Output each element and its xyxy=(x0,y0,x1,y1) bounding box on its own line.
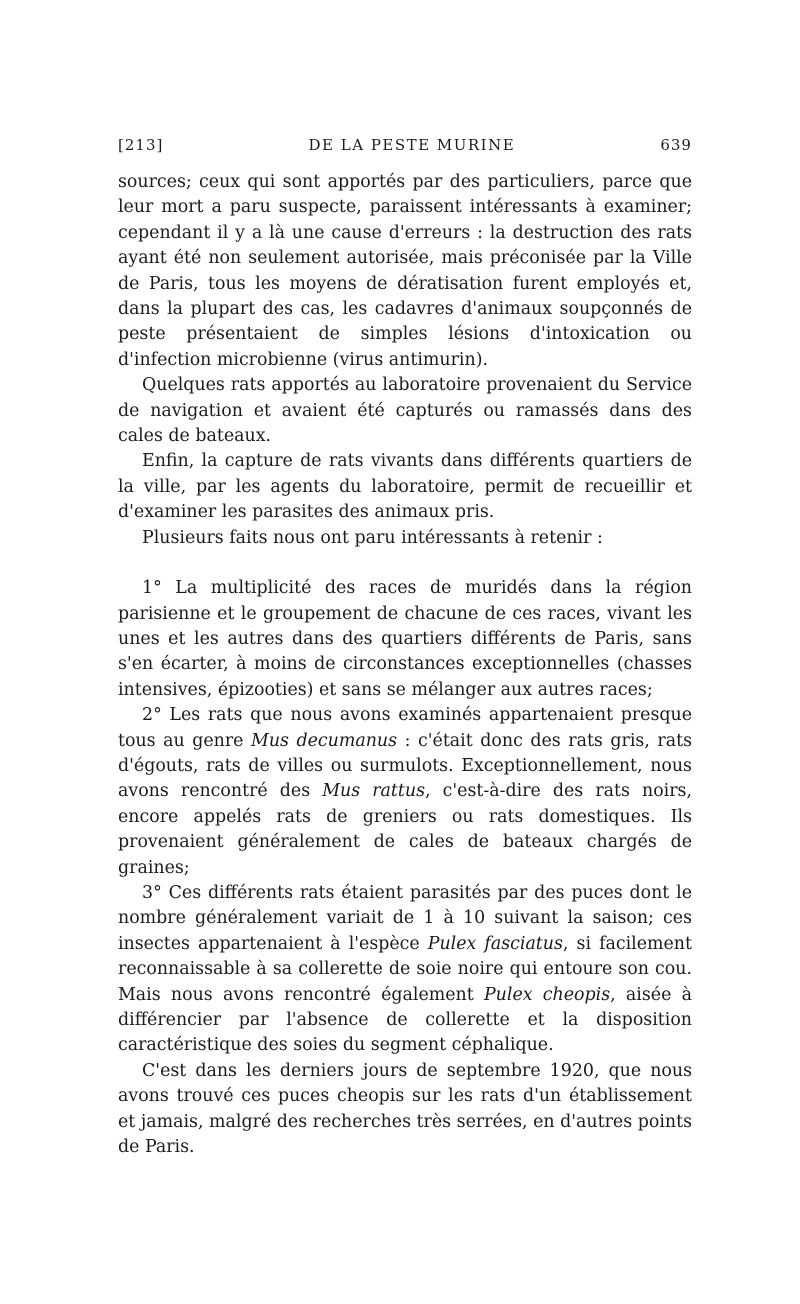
text-run: 1° La multiplicité des races de muridés dans la région parisienne et le groupement de chacune de ces races, vivant les unes et les autres dans des quartiers différents de Paris, sans s'en écarter, à moins de circonstances exceptionnelles (chasses intensives, épizooties) et sans se mélanger aux autres races; xyxy=(118,578,692,700)
paragraph xyxy=(118,170,692,373)
text-run: C'est dans les derniers jours de septembre 1920, que nous avons trouvé ces puces cheopis sur les rats d'un établissement et jamais, malgré des recherches très serrées, en d'autres points de Paris. xyxy=(118,1060,692,1158)
paragraph xyxy=(118,449,692,525)
text-run: , aisée à différencier par l'absence de collerette et la disposition caractéristique des soies du segment céphalique. xyxy=(118,984,692,1056)
text-run: , c'est-à-dire des rats noirs, encore appelés rats de greniers ou rats domestiques. Ils provenaient généralement de cales de bateaux chargés de graines; xyxy=(118,781,692,878)
text-run: Quelques rats apportés au laboratoire provenaient du Service de navigation et avaient été capturés ou ramassés dans des cales de bateaux. xyxy=(118,375,692,447)
text-run: sources; ceux qui sont apportés par des particuliers, parce que leur mort a paru suspecte, paraissent intéressants à examiner; cependant il y a là une cause d'erreurs : la destruction des rats ayant été non seulement autorisée, mais préconisée par la Ville de Paris, tous les moyens de dératisation furent employés et, dans la plupart des cas, les cadavres d'animaux soupçonnés de peste présentaient de simples lésions d'intoxication ou d'infection microbienne (virus antimurin). xyxy=(118,172,692,370)
list-item xyxy=(118,881,692,1059)
paragraph xyxy=(118,526,692,551)
text-run: : c'était donc des rats gris, rats d'égouts, rats de villes ou surmulots. Exceptionnellement, nous avons rencontré des xyxy=(118,730,692,802)
body-text xyxy=(118,170,692,1160)
paragraph xyxy=(118,373,692,449)
species-name: Mus rattus xyxy=(322,781,426,802)
species-name: Pulex cheopis xyxy=(483,984,611,1005)
list-item xyxy=(118,703,692,881)
text-run: Enfin, la capture de rats vivants dans différents quartiers de la ville, par les agents du laboratoire, permit de recueillir et d'examiner les parasites des animaux pris. xyxy=(118,451,692,523)
species-name: Pulex fasciatus xyxy=(427,933,563,954)
list-item xyxy=(118,576,692,703)
page-reference: [213] xyxy=(118,136,164,154)
paragraph xyxy=(118,1059,692,1161)
paragraph-gap xyxy=(118,551,692,576)
page-number: 639 xyxy=(660,136,692,154)
running-header xyxy=(118,136,692,170)
running-title: DE LA PESTE MURINE xyxy=(308,136,516,154)
text-run: Plusieurs faits nous ont paru intéressants à retenir : xyxy=(142,527,603,548)
text-run: 2° Les rats que nous avons examinés appartenaient presque tous au genre xyxy=(118,705,692,751)
text-run: 3° Ces différents rats étaient parasités par des puces dont le nombre généralement variait de 1 à 10 suivant la saison; ces insectes appartenaient à l'espèce xyxy=(118,882,692,954)
species-name: Mus decumanus xyxy=(251,730,398,751)
text-run: , si facilement reconnaissable à sa collerette de soie noire qui entoure son cou. Mais nous avons rencontré également xyxy=(118,933,692,1005)
book-page xyxy=(118,136,692,1160)
